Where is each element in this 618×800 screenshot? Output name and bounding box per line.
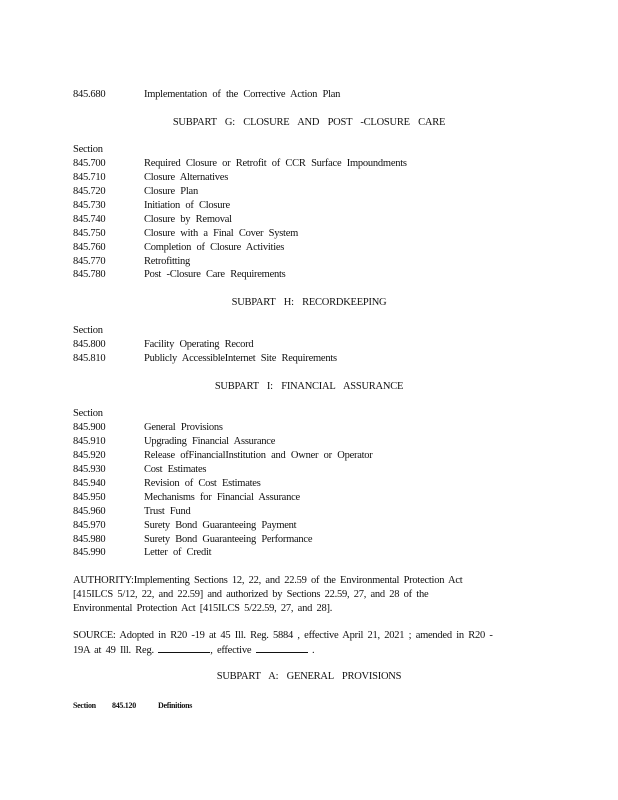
section-title: Release ofFinancialInstitution and Owner or Operator — [144, 450, 373, 461]
section-number: 845.700 — [73, 158, 106, 169]
toc-entry — [73, 491, 543, 505]
toc-entry — [73, 533, 543, 547]
source-line-2 — [73, 643, 533, 658]
section-title: Trust Fund — [144, 506, 191, 517]
subpart-i-heading: SUBPART I: FINANCIAL ASSURANCE — [214, 381, 404, 392]
toc-entry — [73, 421, 543, 435]
toc-entry — [73, 449, 543, 463]
toc-entry — [73, 185, 543, 199]
subpart-a-heading: SUBPART A: GENERAL PROVISIONS — [216, 671, 402, 682]
section-number: 845.780 — [73, 269, 106, 280]
footer-section-number: 845.120 — [112, 701, 136, 710]
toc-entry — [73, 338, 543, 352]
section-number: 845.910 — [73, 436, 106, 447]
toc-entry — [73, 546, 543, 560]
section-number: 845.950 — [73, 492, 106, 503]
section-number: 845.970 — [73, 520, 106, 531]
section-title: Completion of Closure Activities — [144, 242, 285, 253]
section-number: 845.810 — [73, 353, 106, 364]
section-title: Upgrading Financial Assurance — [144, 436, 276, 447]
section-number: 845.770 — [73, 256, 106, 267]
section-title: Surety Bond Guaranteeing Performance — [144, 534, 313, 545]
section-number: 845.750 — [73, 228, 106, 239]
section-number: 845.940 — [73, 478, 106, 489]
toc-entry — [73, 352, 543, 366]
reg-blank — [158, 643, 210, 653]
authority-line: AUTHORITY:Implementing Sections 12, 22, and 22.59 of the Environmental Protection Act — [73, 575, 463, 586]
section-label: Section — [73, 408, 103, 419]
section-title: Retrofitting — [144, 256, 190, 267]
effective-blank — [256, 643, 308, 653]
toc-entry — [73, 88, 543, 102]
footer-section-title: Definitions — [158, 701, 193, 710]
section-title: Post -Closure Care Requirements — [144, 269, 286, 280]
toc-entry — [73, 435, 543, 449]
source-reg-text: 19A at 49 Ill. Reg. — [73, 644, 154, 656]
source-period: . — [311, 644, 315, 656]
section-title: Publicly AccessibleInternet Site Requirements — [144, 353, 337, 364]
toc-entry — [73, 157, 543, 171]
section-number: 845.990 — [73, 547, 106, 558]
footer-section-label: Section — [73, 701, 96, 710]
section-label: Section — [73, 144, 103, 155]
section-title: Letter of Credit — [144, 547, 212, 558]
toc-entry — [73, 463, 543, 477]
section-number: 845.680 — [73, 89, 106, 100]
toc-entry — [73, 213, 543, 227]
section-title: Surety Bond Guaranteeing Payment — [144, 520, 297, 531]
section-title: Mechanisms for Financial Assurance — [144, 492, 300, 503]
section-title: Implementation of the Corrective Action Plan — [144, 89, 341, 100]
source-line: SOURCE: Adopted in R20 -19 at 45 Ill. Reg. 5884 , effective April 21, 2021 ; amended in R20 - — [73, 630, 493, 641]
subpart-g-heading: SUBPART G: CLOSURE AND POST -CLOSURE CARE — [172, 117, 446, 128]
toc-entry — [73, 477, 543, 491]
toc-entry — [73, 171, 543, 185]
toc-entry — [73, 255, 543, 269]
section-title: Initiation of Closure — [144, 200, 230, 211]
section-number: 845.740 — [73, 214, 106, 225]
section-title: Facility Operating Record — [144, 339, 254, 350]
section-number: 845.920 — [73, 450, 106, 461]
section-title: General Provisions — [144, 422, 223, 433]
authority-note — [73, 574, 533, 616]
section-title: Closure Plan — [144, 186, 198, 197]
section-number: 845.930 — [73, 464, 106, 475]
section-title: Revision of Cost Estimates — [144, 478, 261, 489]
toc-entry — [73, 519, 543, 533]
subpart-h-heading: SUBPART H: RECORDKEEPING — [231, 297, 387, 308]
section-number: 845.960 — [73, 506, 106, 517]
section-number: 845.730 — [73, 200, 106, 211]
toc-entry — [73, 268, 543, 282]
section-label: Section — [73, 325, 103, 336]
section-number: 845.900 — [73, 422, 106, 433]
toc-entry — [73, 227, 543, 241]
section-title: Closure by Removal — [144, 214, 232, 225]
authority-line: Environmental Protection Act [415ILCS 5/22.59, 27, and 28]. — [73, 602, 333, 614]
section-number: 845.720 — [73, 186, 106, 197]
source-note — [73, 629, 533, 658]
toc-entry — [73, 241, 543, 255]
toc-entry — [73, 505, 543, 519]
source-effective-text: , effective — [210, 644, 252, 656]
section-title: Closure with a Final Cover System — [144, 228, 299, 239]
toc-entry — [73, 199, 543, 213]
section-number: 845.710 — [73, 172, 106, 183]
section-title: Cost Estimates — [144, 464, 207, 475]
section-number: 845.760 — [73, 242, 106, 253]
section-number: 845.800 — [73, 339, 106, 350]
section-title: Required Closure or Retrofit of CCR Surface Impoundments — [144, 158, 407, 169]
section-title: Closure Alternatives — [144, 172, 229, 183]
section-number: 845.980 — [73, 534, 106, 545]
authority-line: [415ILCS 5/12, 22, and 22.59] and authorized by Sections 22.59, 27, and 28 of the — [73, 588, 429, 600]
